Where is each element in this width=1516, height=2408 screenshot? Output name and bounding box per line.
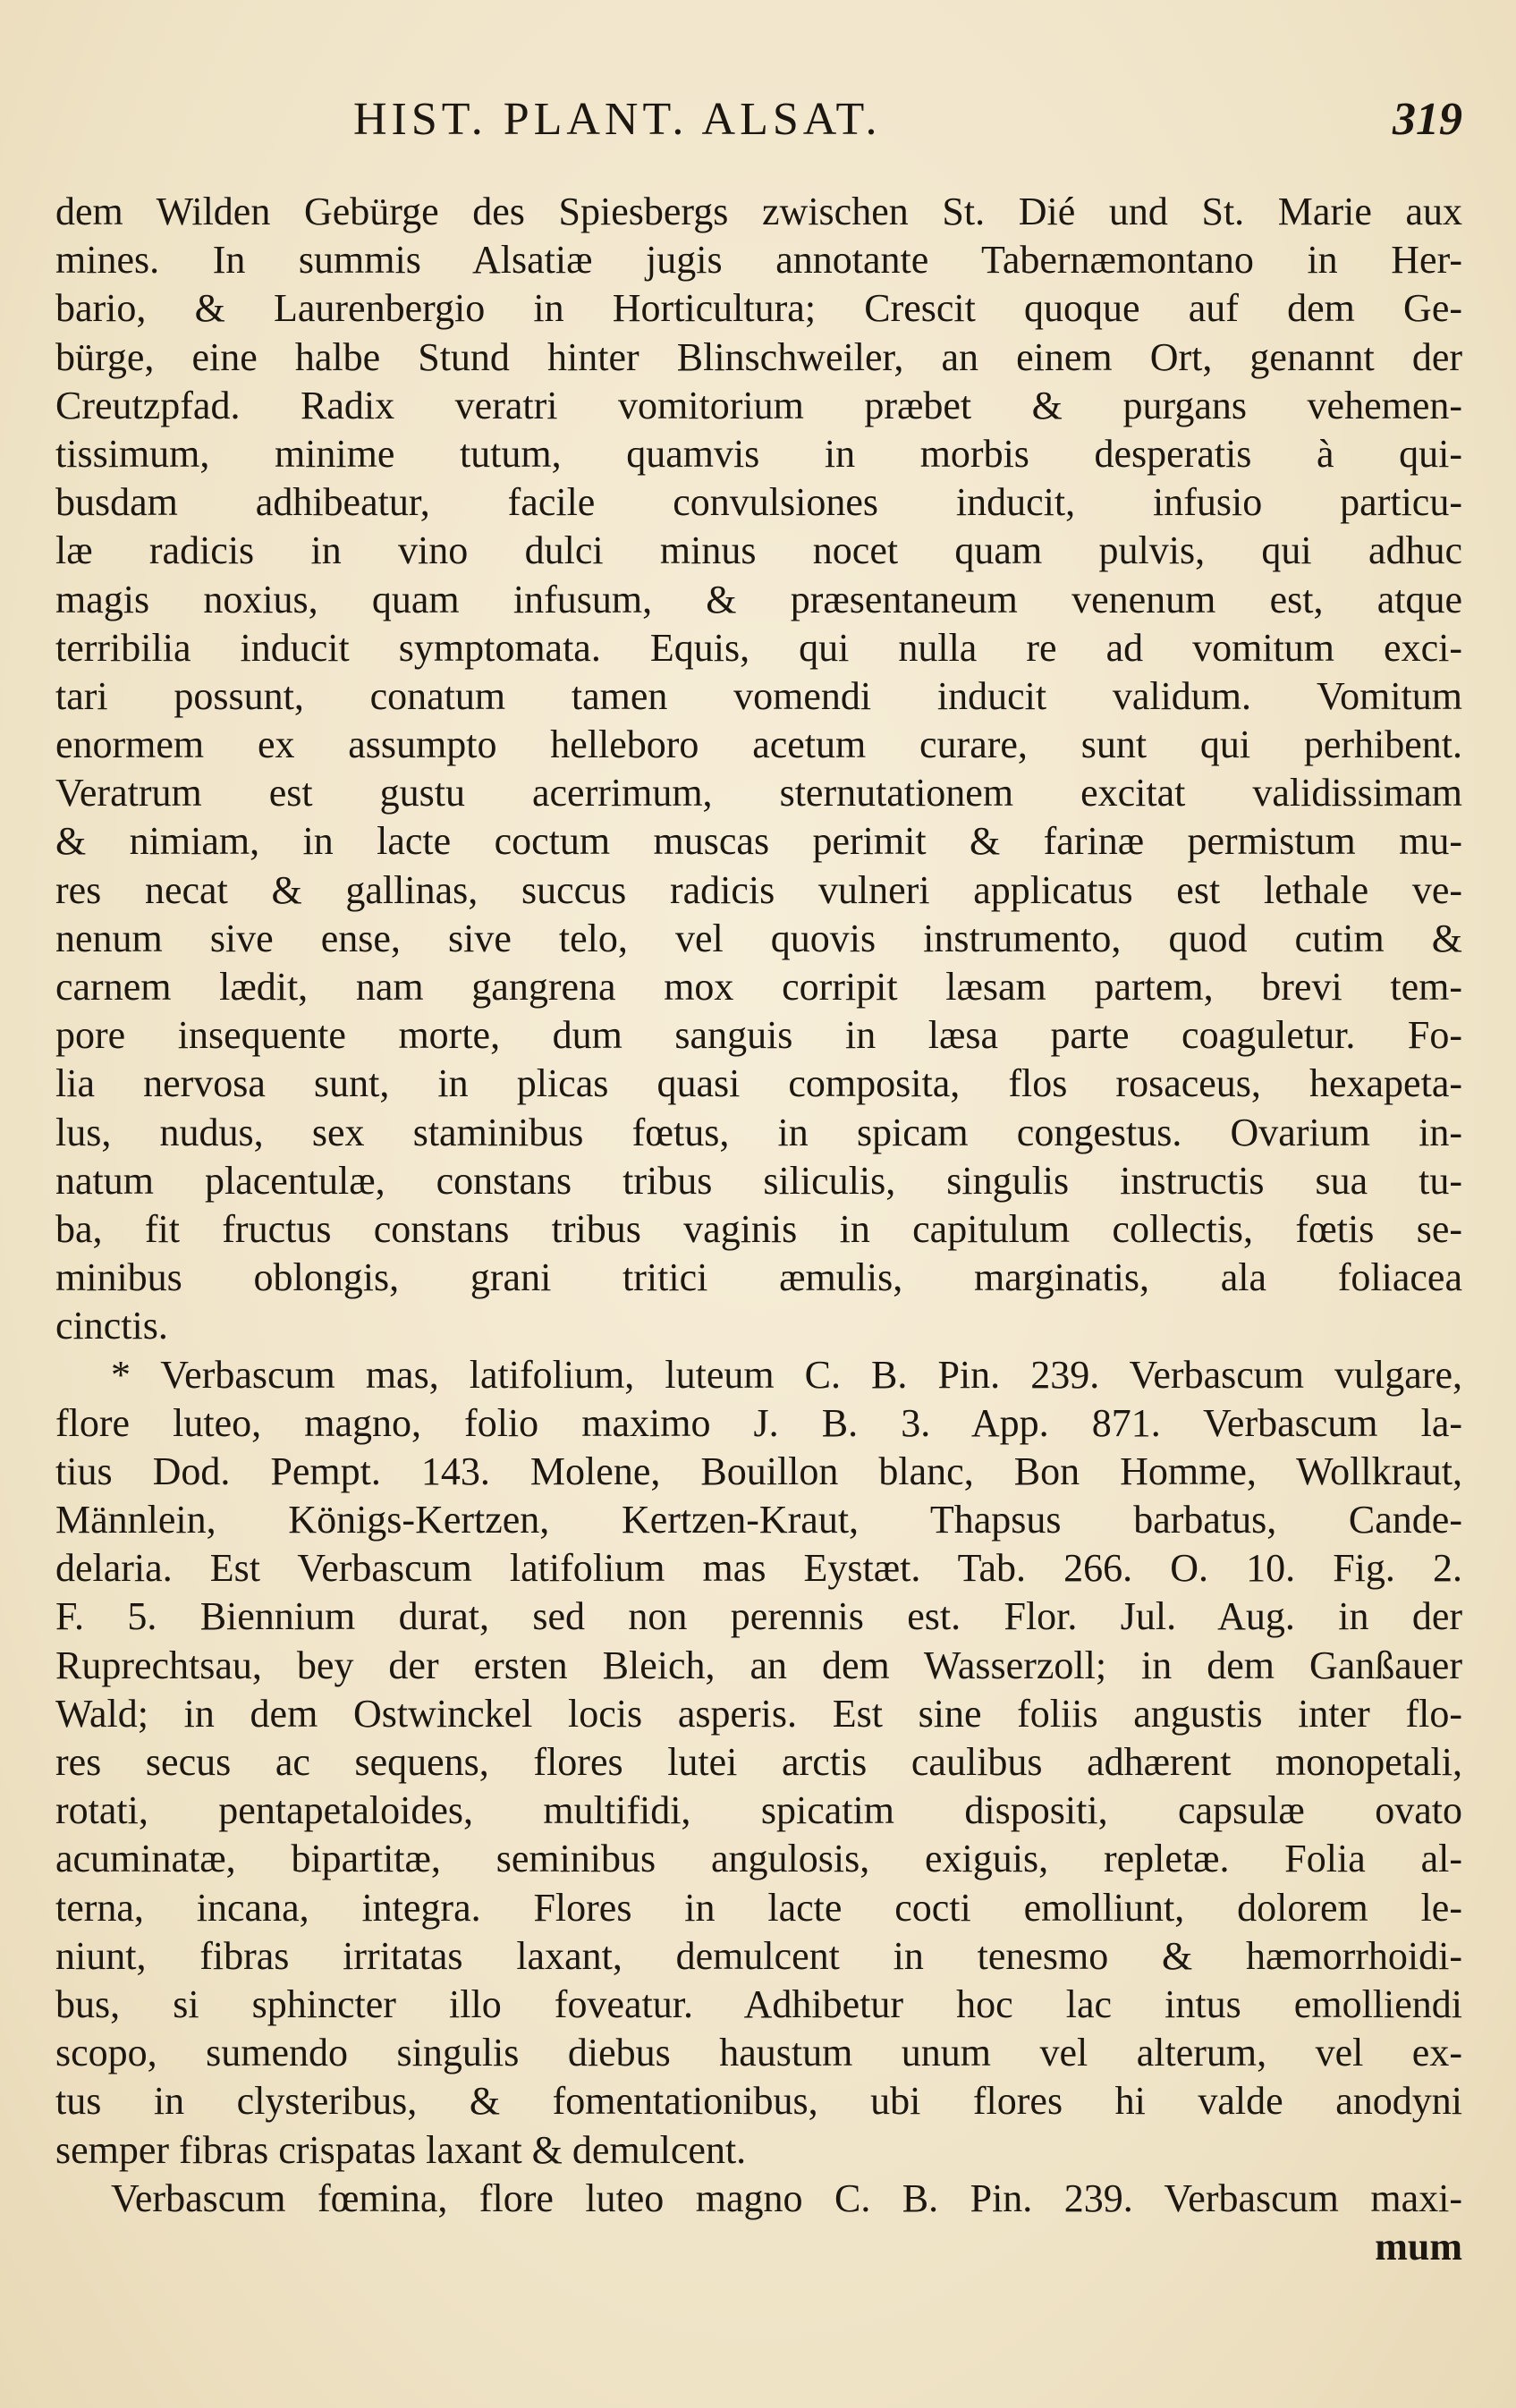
text-line: carnem lædit, nam gangrena mox corripit læsam partem, brevi tem- [55,965,1462,1009]
running-title: HIST. PLANT. ALSAT. [353,94,882,145]
text-line: bus, si sphincter illo foveatur. Adhibetur hoc lac intus emolliendi [55,1981,1462,2026]
text-line: tus in clysteribus, & fomentationibus, ubi flores hi valde anodyni [55,2079,1462,2124]
text-line: tari possunt, conatum tamen vomendi inducit validum. Vomitum [55,673,1462,718]
text-line: tius Dod. Pempt. 143. Molene, Bouillon blanc, Bon Homme, Wollkraut, [55,1449,1462,1493]
text-line: delaria. Est Verbascum latifolium mas Eystæt. Tab. 266. O. 10. Fig. 2. [55,1546,1462,1591]
text-line: bürge, eine halbe Stund hinter Blinschweiler, an einem Ort, genannt der [55,334,1462,379]
text-line: magis noxius, quam infusum, & præsentaneum venenum est, atque [55,577,1462,621]
text-line: Ruprechtsau, bey der ersten Bleich, an dem Wasserzoll; in dem Ganßauer [55,1643,1462,1687]
text-line: & nimiam, in lacte coctum muscas perimit & farinæ permistum mu- [55,819,1462,864]
text-line: rotati, pentapetaloides, multifidi, spicatim dispositi, capsulæ ovato [55,1788,1462,1833]
text-line: mines. In summis Alsatiæ jugis annotante Tabernæmontano in Her- [55,238,1462,283]
text-line: natum placentulæ, constans tribus siliculis, singulis instructis sua tu- [55,1158,1462,1203]
text-line: lus, nudus, sex staminibus fœtus, in spicam congestus. Ovarium in- [55,1110,1462,1154]
page-number: 319 [1393,94,1462,145]
text-line: res necat & gallinas, succus radicis vulneri applicatus est lethale ve- [55,867,1462,912]
text-line: scopo, sumendo singulis diebus haustum unum vel alterum, vel ex- [55,2031,1462,2075]
text-line: Veratrum est gustu acerrimum, sternutationem excitat validissimam [55,771,1462,815]
text-line: flore luteo, magno, folio maximo J. B. 3. App. 871. Verbascum la- [55,1400,1462,1445]
text-line: niunt, fibras irritatas laxant, demulcent in tenesmo & hæmorrhoidi- [55,1933,1462,1978]
paragraph-end-line: semper fibras crispatas laxant & demulcent. [55,2127,747,2172]
text-line: ba, fit fructus constans tribus vaginis in capitulum collectis, fœtis se- [55,1206,1462,1251]
text-line: tissimum, minime tutum, quamvis in morbis desperatis à qui- [55,431,1462,476]
text-line: enormem ex assumpto helleboro acetum curare, sunt qui perhibent. [55,722,1462,767]
text-line: acuminatæ, bipartitæ, seminibus angulosis, exiguis, repletæ. Folia al- [55,1837,1462,1881]
text-line: res secus ac sequens, flores lutei arctis caulibus adhærent monopetali, [55,1740,1462,1784]
body-text [55,188,1462,2271]
text-line: F. 5. Biennium durat, sed non perennis est. Flor. Jul. Aug. in der [55,1594,1462,1639]
page-header [353,93,1462,156]
text-line: terna, incana, integra. Flores in lacte cocti emolliunt, dolorem le- [55,1885,1462,1930]
catchword: mum [1375,2224,1462,2269]
text-line: Wald; in dem Ostwinckel locis asperis. Est sine foliis angustis inter flo- [55,1691,1462,1736]
paragraph-end-line: cinctis. [55,1304,168,1348]
text-line: Creutzpfad. Radix veratri vomitorium præbet & purgans vehemen- [55,383,1462,427]
text-line: dem Wilden Gebürge des Spiesbergs zwischen St. Dié und St. Marie aux [55,190,1462,233]
text-line: minibus oblongis, grani tritici æmulis, marginatis, ala foliacea [55,1255,1462,1300]
text-line: nenum sive ense, sive telo, vel quovis instrumento, quod cutim & [55,916,1462,960]
entry-heading-line: * Verbascum mas, latifolium, luteum C. B. Pin. 239. Verbascum vulgare, [111,1352,1462,1397]
text-line: Männlein, Königs-Kertzen, Kertzen-Kraut, Thapsus barbatus, Cande- [55,1498,1462,1542]
text-line: læ radicis in vino dulci minus nocet quam pulvis, qui adhuc [55,528,1462,573]
text-line: bario, & Laurenbergio in Horticultura; Crescit quoque auf dem Ge- [55,286,1462,331]
text-line: lia nervosa sunt, in plicas quasi composita, flos rosaceus, hexapeta- [55,1061,1462,1106]
entry-heading-line: Verbascum fœmina, flore luteo magno C. B. Pin. 239. Verbascum maxi- [111,2176,1462,2220]
text-line: busdam adhibeatur, facile convulsiones inducit, infusio particu- [55,480,1462,525]
text-line: pore insequente morte, dum sanguis in læsa parte coaguletur. Fo- [55,1013,1462,1058]
text-line: terribilia inducit symptomata. Equis, qui nulla re ad vomitum exci- [55,625,1462,670]
